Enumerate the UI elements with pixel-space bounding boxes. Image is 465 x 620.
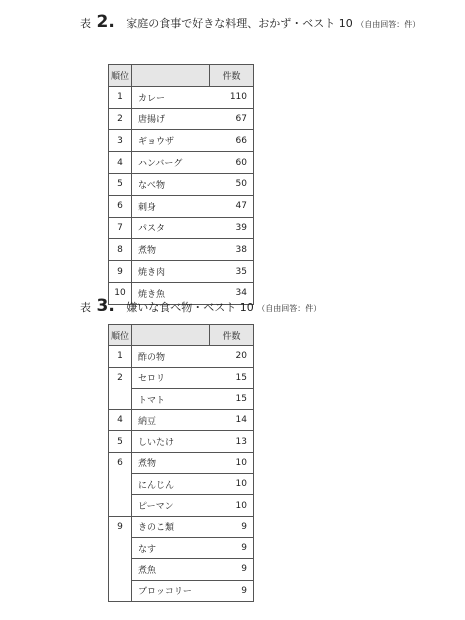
rank-cell: 9 xyxy=(109,516,132,537)
count-cell: 13 xyxy=(210,431,254,452)
table-row xyxy=(109,410,254,431)
rank-cell: 10 xyxy=(109,282,132,304)
rank-cell: 9 xyxy=(109,261,132,283)
table-row xyxy=(109,580,254,601)
table-row xyxy=(109,239,254,261)
rank-cell: 4 xyxy=(109,410,132,431)
table-row xyxy=(109,261,254,283)
rank-header: 順位 xyxy=(109,65,132,87)
item-cell: 煮物 xyxy=(132,452,210,473)
rank-cell: 2 xyxy=(109,367,132,388)
item-cell: なべ物 xyxy=(132,173,210,195)
item-cell: 焼き魚 xyxy=(132,282,210,304)
table-row xyxy=(109,516,254,537)
rank-cell: 7 xyxy=(109,217,132,239)
rank-cell: 6 xyxy=(109,452,132,473)
count-cell: 60 xyxy=(210,152,254,174)
item-cell: 煮魚 xyxy=(132,559,210,580)
item-cell: しいたけ xyxy=(132,431,210,452)
item-cell: 納豆 xyxy=(132,410,210,431)
rank-cell: 1 xyxy=(109,86,132,108)
table-row xyxy=(109,495,254,516)
count-cell: 47 xyxy=(210,195,254,217)
count-cell: 10 xyxy=(210,452,254,473)
table3-prefix: 表 xyxy=(80,301,91,314)
count-cell: 67 xyxy=(210,108,254,130)
item-cell: 焼き肉 xyxy=(132,261,210,283)
item-cell: ピーマン xyxy=(132,495,210,516)
rank-cell: 3 xyxy=(109,130,132,152)
item-cell: ギョウザ xyxy=(132,130,210,152)
rank-cell: 1 xyxy=(109,346,132,367)
rank-cell: 5 xyxy=(109,431,132,452)
item-cell: きのこ類 xyxy=(132,516,210,537)
item-cell: なす xyxy=(132,537,210,558)
table2-title: 家庭の食事で好きな料理、おかず・ベスト 10 xyxy=(126,17,353,30)
table-row xyxy=(109,388,254,409)
count-cell: 35 xyxy=(210,261,254,283)
count-cell: 66 xyxy=(210,130,254,152)
rank-cell xyxy=(109,537,132,558)
count-cell: 50 xyxy=(210,173,254,195)
table-row xyxy=(109,346,254,367)
table-row xyxy=(109,108,254,130)
count-cell: 15 xyxy=(210,367,254,388)
rank-cell: 6 xyxy=(109,195,132,217)
table3-caption xyxy=(80,296,321,316)
item-cell: 刺身 xyxy=(132,195,210,217)
item-cell: ブロッコリー xyxy=(132,580,210,601)
item-cell: パスタ xyxy=(132,217,210,239)
count-cell: 9 xyxy=(210,559,254,580)
item-cell: セロリ xyxy=(132,367,210,388)
table-row xyxy=(109,152,254,174)
count-cell: 9 xyxy=(210,537,254,558)
count-cell: 110 xyxy=(210,86,254,108)
count-header: 件数 xyxy=(210,65,254,87)
rank-cell: 2 xyxy=(109,108,132,130)
item-cell: ハンバーグ xyxy=(132,152,210,174)
table-row xyxy=(109,130,254,152)
item-cell: 唐揚げ xyxy=(132,108,210,130)
item-header xyxy=(132,65,210,87)
table2-caption xyxy=(80,12,420,32)
count-cell: 34 xyxy=(210,282,254,304)
rank-header: 順位 xyxy=(109,325,132,346)
rank-cell: 4 xyxy=(109,152,132,174)
rank-cell xyxy=(109,559,132,580)
table-row xyxy=(109,173,254,195)
table-row xyxy=(109,367,254,388)
table3-number: 3. xyxy=(96,296,115,316)
count-cell: 39 xyxy=(210,217,254,239)
table-row xyxy=(109,195,254,217)
table-row xyxy=(109,537,254,558)
favorite-dishes-table xyxy=(108,64,254,305)
table2-note: （自由回答：件） xyxy=(356,20,421,29)
rank-cell xyxy=(109,388,132,409)
count-cell: 38 xyxy=(210,239,254,261)
item-cell: にんじん xyxy=(132,474,210,495)
item-cell: 酢の物 xyxy=(132,346,210,367)
disliked-foods-table xyxy=(108,324,254,602)
count-cell: 10 xyxy=(210,474,254,495)
rank-cell: 5 xyxy=(109,173,132,195)
table-row xyxy=(109,559,254,580)
table2-number: 2. xyxy=(96,12,115,32)
table-row xyxy=(109,431,254,452)
table3-title: 嫌いな食べ物・ベスト 10 xyxy=(126,301,254,314)
table-row xyxy=(109,452,254,473)
count-header: 件数 xyxy=(210,325,254,346)
count-cell: 14 xyxy=(210,410,254,431)
item-cell: トマト xyxy=(132,388,210,409)
item-header xyxy=(132,325,210,346)
table-row xyxy=(109,217,254,239)
rank-cell xyxy=(109,495,132,516)
rank-cell: 8 xyxy=(109,239,132,261)
count-cell: 15 xyxy=(210,388,254,409)
count-cell: 10 xyxy=(210,495,254,516)
table2-prefix: 表 xyxy=(80,17,91,30)
rank-cell xyxy=(109,474,132,495)
table3-note: （自由回答：件） xyxy=(257,304,322,313)
table-row xyxy=(109,474,254,495)
count-cell: 9 xyxy=(210,580,254,601)
item-cell: カレー xyxy=(132,86,210,108)
count-cell: 20 xyxy=(210,346,254,367)
count-cell: 9 xyxy=(210,516,254,537)
rank-cell xyxy=(109,580,132,601)
table-row xyxy=(109,86,254,108)
item-cell: 煮物 xyxy=(132,239,210,261)
